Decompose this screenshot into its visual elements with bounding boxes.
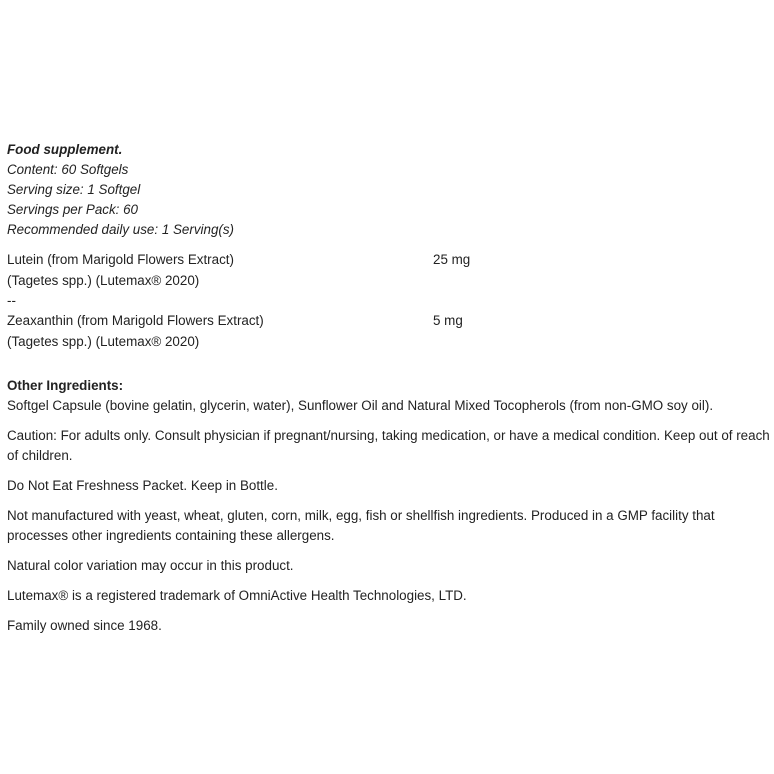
product-type-heading: Food supplement.	[7, 142, 123, 157]
content-line: Content: 60 Softgels	[7, 162, 129, 177]
other-ingredients-text: Softgel Capsule (bovine gelatin, glycerin, water), Sunflower Oil and Natural Mixed Tocopherols (from non-GMO soy oil).	[7, 398, 714, 413]
nutrient-row-zeaxanthin	[7, 311, 771, 331]
other-ingredients-heading: Other Ingredients:	[7, 378, 124, 393]
nutrient-row-lutein	[7, 250, 771, 270]
intro-block	[7, 140, 771, 240]
nutrient-amount: 5 mg	[433, 313, 463, 328]
freshness-packet-paragraph: Do Not Eat Freshness Packet. Keep in Bottle.	[7, 478, 278, 493]
servings-per-pack-line: Servings per Pack: 60	[7, 202, 138, 217]
trademark-paragraph: Lutemax® is a registered trademark of OmniActive Health Technologies, LTD.	[7, 588, 467, 603]
allergen-paragraph: Not manufactured with yeast, wheat, gluten, corn, milk, egg, fish or shellfish ingredients. Produced in a GMP facility that processes other ingredients containing these allergens.	[7, 508, 715, 543]
nutrient-name: Lutein (from Marigold Flowers Extract)	[7, 252, 234, 267]
caution-paragraph: Caution: For adults only. Consult physician if pregnant/nursing, taking medication, or have a medical condition. Keep out of reach of children.	[7, 428, 770, 463]
color-variation-paragraph: Natural color variation may occur in this product.	[7, 558, 294, 573]
recommended-use-line: Recommended daily use: 1 Serving(s)	[7, 222, 235, 237]
nutrient-source: (Tagetes spp.) (Lutemax® 2020)	[7, 273, 200, 288]
nutrient-name: Zeaxanthin (from Marigold Flowers Extract)	[7, 313, 264, 328]
supplement-label	[7, 140, 771, 646]
nutrient-separator: --	[7, 293, 16, 308]
nutrient-amount: 25 mg	[433, 252, 471, 267]
family-owned-paragraph: Family owned since 1968.	[7, 618, 162, 633]
nutrient-source: (Tagetes spp.) (Lutemax® 2020)	[7, 334, 200, 349]
serving-size-line: Serving size: 1 Softgel	[7, 182, 141, 197]
